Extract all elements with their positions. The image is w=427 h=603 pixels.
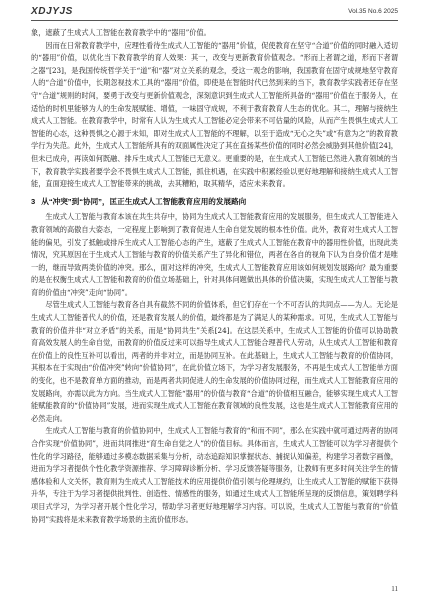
section-title: 从“冲突”到“协同”，匡正生成式人工智能教育应用的发展路向 [41,196,247,206]
volume-info: Vol.35 No.6 2025 [348,8,398,15]
article-body [31,27,398,526]
section-number: 3 [31,196,36,206]
journal-name: XDJYJS [31,6,73,17]
header-rule [31,20,398,21]
page-number: 11 [391,585,398,593]
paragraph: 象，遮蔽了生成式人工智能在教育教学中的“器用”价值。 [31,28,211,37]
running-header [31,6,398,18]
section-heading [31,196,398,209]
paragraph: 因而在日常教育教学中，应理性看待生成式人工智能的“器用”价值，促使教育在坚守“合道”价值的同时融入适切的“器用”价值，以优化当下教育教学的育人效果：其一，改变与更新教育价值观念。“形而上者谓之道，形而下者谓之器”[23]，是我国传统哲学关于“道”和“器”对立关系的观念，受这一观念的影响，我国教育在固守成规地坚守教育人的“合道”价值中，长期忽视技术工具的“器用”价值，即使是在智能时代已然到来的当下，教育教学实践者还存在坚守“合道”规则的时间，要勇于改变与更新价值观念，深刻意识到生成式人工智能所具备的“器用”价值在于服务人，在适恰的时机里能够为人的生命发展赋能、增值，一味固守成规，不利于教育教育人生态的优化。其二，理解与接纳生成式人工智能。在教育教学中，时常有人认为生成式人工智能必定会带来不可估量的风险，从而产生畏惧生成式人工智能的心态，这种畏惧之心源于未知，即对生成式人工智能的不理解，以至于造成“无心之失”或“有意为之”的教育教学行为失范。此外，生成式人工智能所具有的双面属性决定了其在直扬某些价值的同时必然会威胁到其他价值[24]，但未已成舟，再读如何既融、排斥生成式人工智能已无意义。更重要的是，在生成式人工智能已然进入教育领域的当下，教育教学实践者要学会不畏惧生成式人工智能，抓住机遇，在实践中积累经验以更好地理解和接纳生成式人工智能，直面迎接生成式人工智能带来的挑战，去其糟粕，取其精华，适应未来教育。 [31,40,399,189]
paragraph: 尽管生成式人工智能与教育各自具有截然不同的价值体系，但它们存在一个不可否认的共同点——为人。无论是生成式人工智能普代人的价值，还是教育发展人的价值，最终都是为了满足人的某种需求。可见，生成式人工智能与教育的价值并非“对立矛盾”的关系，而是“协同共生”关系[24]。在这层关系中，生成式人工智能的价值可以协助教育高效发展人的生命自觉，而教育的价值反过来可以指导生成式人工智能合理普代人劳动，从生成式人工智能和教育在价值上的良性互补可以看出，两者的并非对立，而是协同互补。在此基础上，生成式人工智能与教育的价值协同，其根本在于实现由“价值冲突”转向“价值协同”，在此价值立场下，为学习者发展服务，不再是生成式人工智能单方面的变化，也不是教育单方面的推动，而是两者共同促进人的生命发展的价值协同过程，而生成式人工智能教育应用的发展路向，亦需以此为方向。当生成式人工智能“器用”的价值与教育“合道”的价值相互融合，能够实现生成式人工智能赋能教育的“价值协同”发展，进而实现生成式人工智能在教育领域的良性发展，这也是生成式人工智能教育应用的必然走向。 [31,300,398,423]
paragraph: 生成式人工智能与教育的价值协同中，生成式人工智能与教育的“和而不同”，那么在实践中就可通过两者的协同合作实现“价值协同”，进而共同推进“育生命自觉之人”的价值目标。具体而言，生成式人工智能可以为学习者提供个性化的学习路径，能够通过多模态数据采集与分析，动态追踪知识掌握状态、捕捉认知偏差，构建学习者数字画像，进而为学习者提供个性化教学资源推荐、学习障碍诊断分析、学习反馈答疑等服务，让教师有更多时间关注学生的情感体验和人文关怀，教育则为生成式人工智能技术的应用提供价值引领与伦理规约，让生成式人工智能的赋能下获得升华，专注于为学习者提供批判性、创造性、情感性的服务，如通过生成式人工智能所呈现的反馈信息，策划聘学科项目式学习，为学习者开展个性化学习，帮助学习者更好地理解学习内容。可以说，生成式人工智能与教育的“价值协同”实践将是未来教育教学场景的主流价值形态。 [31,426,398,524]
paragraph: 生成式人工智能与教育本该在共生共存中，协同为生成式人工智能教育应用的发展服务，但生成式人工智能进入教育领域的高傲自大姿态，一定程度上影响到了教育促进人生命自觉发展的根本性价值。此外，教育对生成式人工智能的偏见，引发了抵触或排斥生成式人工智能心态的产生，遮蔽了生成式人工智能在教育中的器用性价值，出现此类情况，究其原因在于生成式人工智能与教育的价值关系产生了异化和错位，两者在各自的视角下认为自身价值才是唯一的，继而导致两类价值的冲突。那么，面对这样的冲突，生成式人工智能教育应用该如何规划发展路向？最为重要的是在权衡生成式人工智能和教育的价值立场基础上，针对具体问题做出具体的价值决策，实现生成式人工智能与教育的价值由“冲突”走向“协同”。 [31,212,398,297]
